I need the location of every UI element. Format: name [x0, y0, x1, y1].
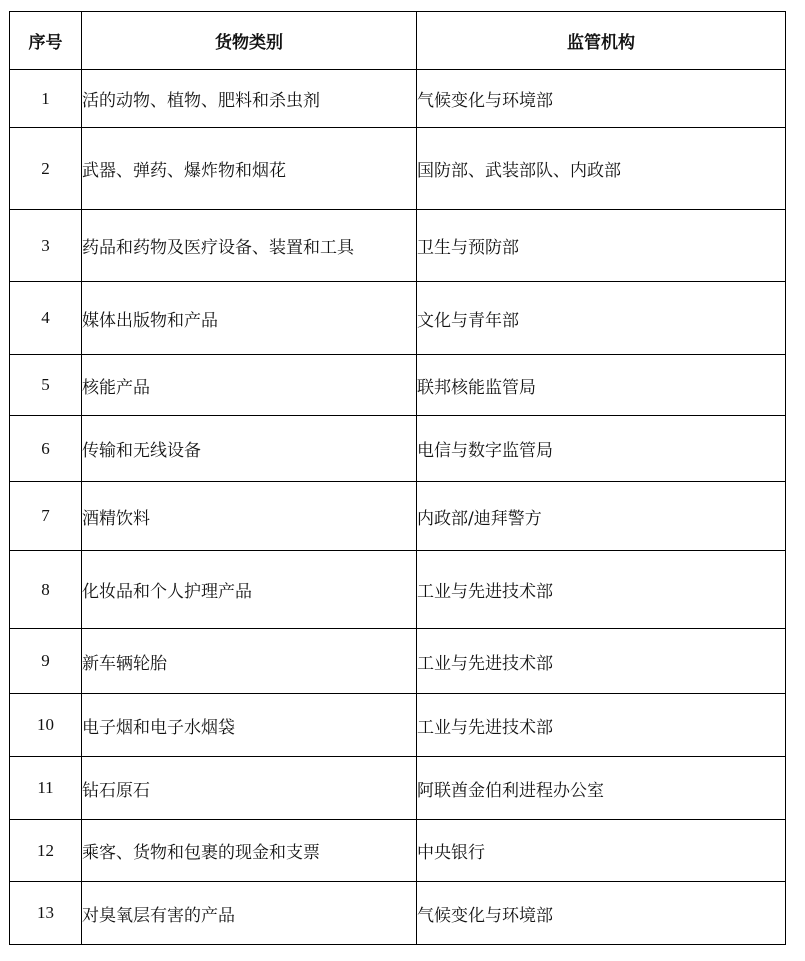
header-category: 货物类别	[82, 12, 417, 70]
row-no: 6	[10, 416, 82, 482]
row-authority: 联邦核能监管局	[417, 355, 786, 416]
row-no: 11	[10, 757, 82, 820]
table-row	[10, 416, 786, 482]
row-authority: 气候变化与环境部	[417, 70, 786, 128]
table-body	[10, 70, 786, 945]
table-row	[10, 694, 786, 757]
table-row	[10, 820, 786, 882]
row-category: 酒精饮料	[82, 482, 417, 551]
row-no: 5	[10, 355, 82, 416]
row-authority: 电信与数字监管局	[417, 416, 786, 482]
row-authority: 内政部/迪拜警方	[417, 482, 786, 551]
row-category: 传输和无线设备	[82, 416, 417, 482]
table-row	[10, 282, 786, 355]
table-row	[10, 355, 786, 416]
row-authority: 中央银行	[417, 820, 786, 882]
row-authority: 卫生与预防部	[417, 210, 786, 282]
row-authority: 国防部、武装部队、内政部	[417, 128, 786, 210]
regulated-goods-table	[9, 11, 786, 945]
row-category: 活的动物、植物、肥料和杀虫剂	[82, 70, 417, 128]
table-row	[10, 128, 786, 210]
row-no: 9	[10, 629, 82, 694]
header-row	[10, 12, 786, 70]
row-category: 媒体出版物和产品	[82, 282, 417, 355]
table-row	[10, 882, 786, 945]
table-row	[10, 757, 786, 820]
row-category: 乘客、货物和包裹的现金和支票	[82, 820, 417, 882]
row-category: 化妆品和个人护理产品	[82, 551, 417, 629]
row-category: 武器、弹药、爆炸物和烟花	[82, 128, 417, 210]
row-authority: 工业与先进技术部	[417, 694, 786, 757]
row-category: 钻石原石	[82, 757, 417, 820]
row-no: 2	[10, 128, 82, 210]
row-no: 13	[10, 882, 82, 945]
header-authority: 监管机构	[417, 12, 786, 70]
row-no: 3	[10, 210, 82, 282]
table-row	[10, 551, 786, 629]
row-no: 7	[10, 482, 82, 551]
table-row	[10, 629, 786, 694]
row-authority: 工业与先进技术部	[417, 551, 786, 629]
table-row	[10, 70, 786, 128]
row-authority: 文化与青年部	[417, 282, 786, 355]
table-header	[10, 12, 786, 70]
row-no: 10	[10, 694, 82, 757]
table-row	[10, 210, 786, 282]
row-authority: 阿联酋金伯利进程办公室	[417, 757, 786, 820]
table-row	[10, 482, 786, 551]
row-category: 电子烟和电子水烟袋	[82, 694, 417, 757]
row-category: 药品和药物及医疗设备、装置和工具	[82, 210, 417, 282]
row-no: 4	[10, 282, 82, 355]
row-authority: 气候变化与环境部	[417, 882, 786, 945]
row-no: 12	[10, 820, 82, 882]
row-category: 核能产品	[82, 355, 417, 416]
row-category: 新车辆轮胎	[82, 629, 417, 694]
header-no: 序号	[10, 12, 82, 70]
row-no: 8	[10, 551, 82, 629]
row-category: 对臭氧层有害的产品	[82, 882, 417, 945]
row-authority: 工业与先进技术部	[417, 629, 786, 694]
row-no: 1	[10, 70, 82, 128]
